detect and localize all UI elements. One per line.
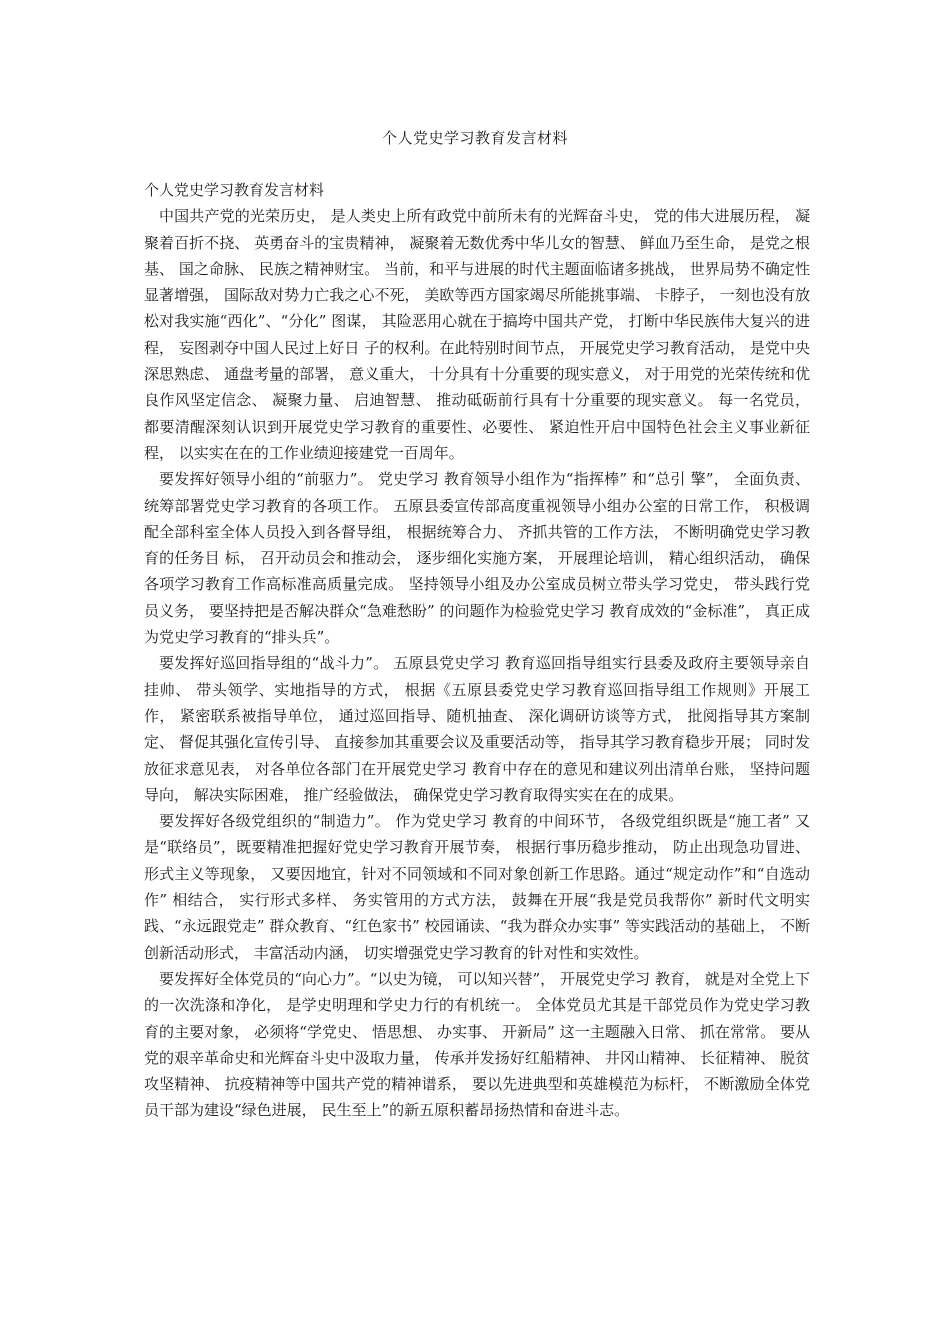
paragraph-leadership-group: 要发挥好领导小组的“前驱力”。 党史学习 教育领导小组作为“指挥棒” 和“总引 擎”， 全面负责、 统筹部署党史学习教育的各项工作。 五原县委宣传部高度重视领导小组办公室的日常工作， 积极调配全部科室全体人员投入到各督导组， 根据统筹合力、 齐抓共管的工作方法， 不断明确党史学习教育的任务目 标， 召开动员会和推动会， 逐步细化实施方案， 开展理论培训， 精心组织活动， 确保各项学习教育工作高标准高质量完成。 坚持领导小组及办公室成员树立带头学习党史， 带头践行党员义务， 要坚持把是否解决群众“急难愁盼” 的问题作为检验党史学习 教育成效的“金标准”， 真正成为党史学习教育的“排头兵”。 (144, 470, 810, 647)
paragraph-intro: 中国共产党的光荣历史， 是人类史上所有政党中前所未有的光辉奋斗史， 党的伟大进展历程， 凝聚着百折不挠、 英勇奋斗的宝贵精神， 凝聚着无数优秀中华儿女的智慧、 鲜血乃至生命， 是党之根基、 国之命脉、 民族之精神财宝。 当前，和平与进展的时代主题面临诸多挑战， 世界局势不确定性显著增强， 国际敌对势力亡我之心不死， 美欧等西方国家竭尽所能挑事端、 卡脖子， 一刻也没有放松对我实施“西化”、“分化” 图谋， 其险恶用心就在于搞垮中国共产党， 打断中华民族伟大复兴的进程， 妄图剥夺中国人民过上好日 子的权利。在此特别时间节点， 开展党史学习教育活动， 是党中央深思熟虑、 通盘考量的部署， 意义重大， 十分具有十分重要的现实意义， 对于用党的光荣传统和优良作风坚定信念、 凝聚力量、 启迪智慧、 推动砥砺前行具有十分重要的现实意义。 每一名党员， 都要清醒深刻认识到开展党史学习教育的重要性、必要性、 紧迫性开启中国特色社会主义事业新征程， 以实实在在的工作业绩迎接建党一百周年。 (144, 207, 810, 462)
paragraph-all-members: 要发挥好全体党员的“向心力”。“以史为镜， 可以知兴替”， 开展党史学习 教育， 就是对全党上下的一次洗涤和净化， 是学史明理和学史力行的有机统一。 全体党员尤其是干部党员作为党史学习教育的主要对象， 必须将“学党史、 悟思想、 办实事、 开新局” 这一主题融入日常、 抓在常常。 要从党的艰辛革命史和光辉奋斗史中汲取力量， 传承并发扬好红船精神、 井冈山精神、 长征精神、 脱贫攻坚精神、 抗疫精神等中国共产党的精神谱系， 要以先进典型和英雄模范为标杆， 不断激励全体党员干部为建设“绿色进展， 民生至上”的新五原积蓄昂扬热情和奋进斗志。 (144, 969, 810, 1120)
document-subtitle: 个人党史学习教育发言材料 (144, 181, 325, 199)
paragraph-party-organizations: 要发挥好各级党组织的“制造力”。 作为党史学习 教育的中间环节， 各级党组织既是“施工者” 又是“联络员”，既要精准把握好党史学习教育开展节奏， 根据行事历稳步推动， 防止出现急功冒进、 形式主义等现象， 又要因地宜，针对不同领域和不同对象创新工作思路。通过“规定动作”和“自选动作” 相结合， 实行形式多样、 务实管用的方式方法， 鼓舞在开展“我是党员我帮你” 新时代文明实践、“永远跟党走” 群众教育、“红色家书” 校园诵读、“我为群众办实事” 等实践活动的基础上， 不断创新活动形式， 丰富活动内涵， 切实增强党史学习教育的针对性和实效性。 (144, 812, 810, 962)
document-body (144, 177, 810, 1124)
paragraph-inspection-group: 要发挥好巡回指导组的“战斗力”。 五原县党史学习 教育巡回指导组实行县委及政府主要领导亲自挂帅、 带头领学、实地指导的方式， 根据《五原县委党史学习教育巡回指导组工作规则》开展工作， 紧密联系被指导单位， 通过巡回指导、随机抽查、 深化调研访谈等方式， 批阅指导其方案制定、 督促其强化宣传引导、 直接参加其重要会议及重要活动等， 指导其学习教育稳步开展； 同时发放征求意见表， 对各单位各部门在开展党史学习 教育中存在的意见和建议列出清单台账， 坚持问题导向， 解决实际困难， 推广经验做法， 确保党史学习教育取得实实在在的成果。 (144, 654, 810, 804)
document-title: 个人党史学习教育发言材料 (381, 129, 568, 147)
